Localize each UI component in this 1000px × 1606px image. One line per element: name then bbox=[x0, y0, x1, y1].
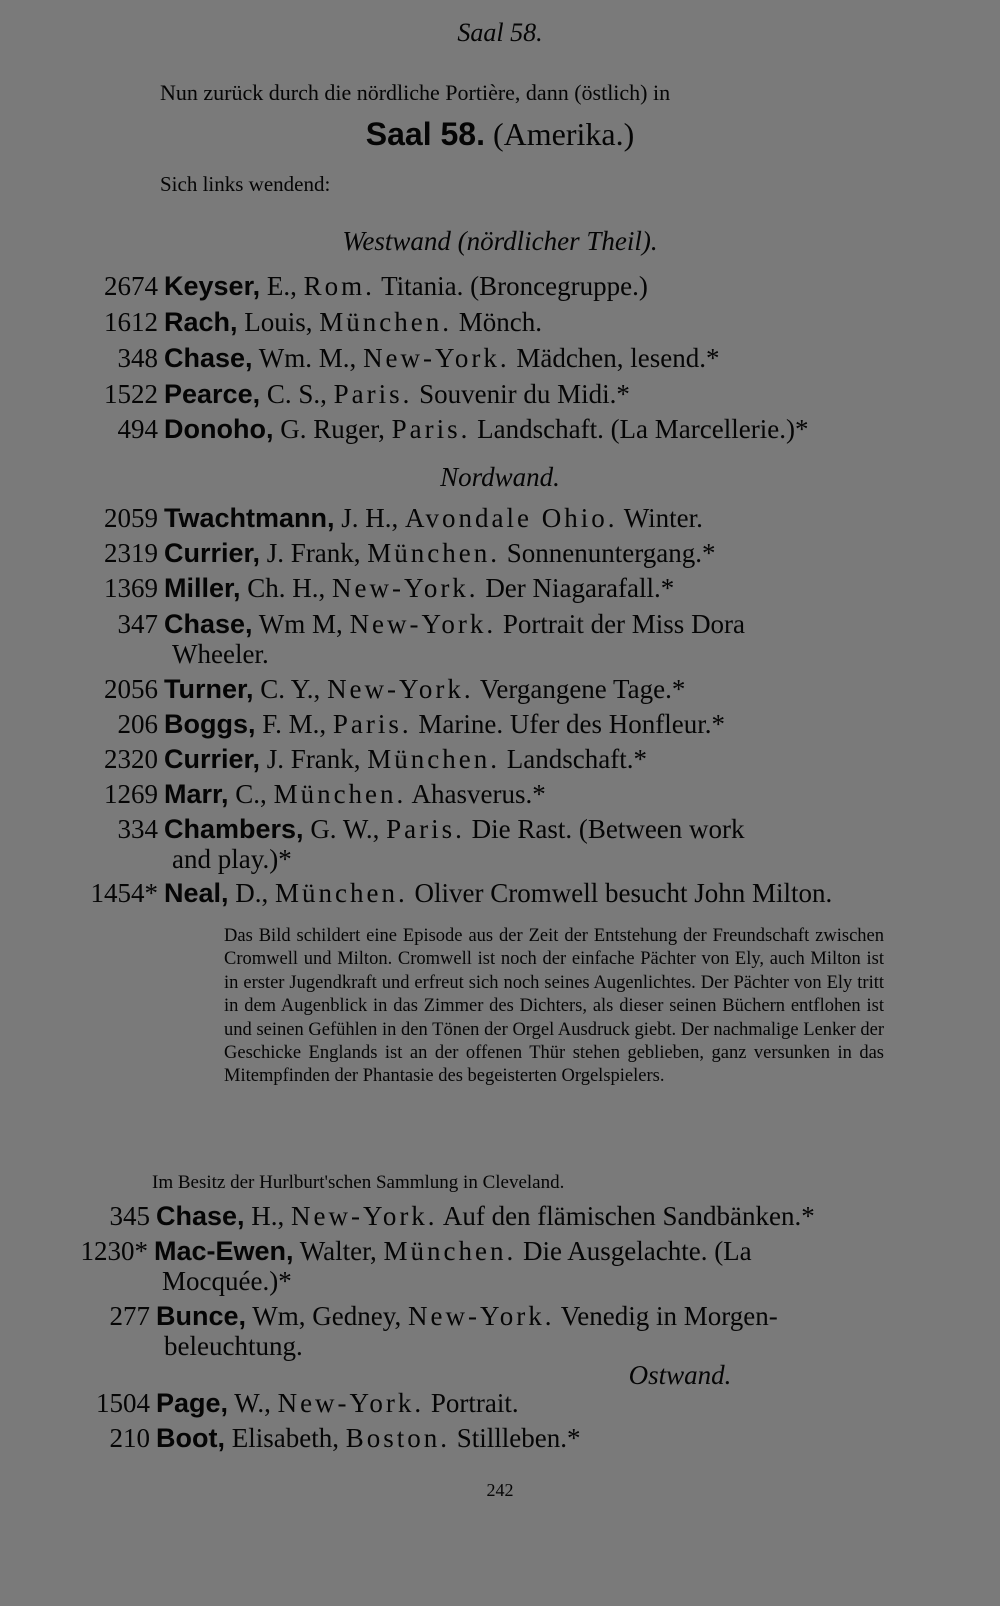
entry-name: Chambers, bbox=[164, 814, 304, 844]
catalog-entry bbox=[82, 378, 892, 410]
entry-num: 206 bbox=[117, 709, 158, 739]
entry-num: 347 bbox=[117, 609, 158, 639]
intro-text: Nun zurück durch die nördliche Portière, dann (östlich) in bbox=[160, 80, 671, 105]
entry-place: München. bbox=[383, 1236, 517, 1266]
catalog-entry bbox=[82, 342, 892, 374]
catalog-entry bbox=[82, 778, 892, 810]
entry-rest1: J. Frank, bbox=[260, 744, 368, 774]
catalog-entry bbox=[74, 1300, 884, 1362]
entry-name: Twachtmann, bbox=[164, 503, 335, 533]
entry-name: Rach, bbox=[164, 307, 238, 337]
entry-num: 2674 bbox=[104, 271, 158, 301]
entry-rest1: C. S., bbox=[260, 379, 334, 409]
entry-rest1: G. W., bbox=[303, 814, 387, 844]
entry-name: Neal, bbox=[164, 878, 229, 908]
entry-rest1: Walter, bbox=[293, 1236, 384, 1266]
entry-continuation: and play.)* bbox=[172, 844, 292, 874]
entry-rest2: Landschaft. (La Marcellerie.)* bbox=[470, 414, 809, 444]
entry-rest1: H., bbox=[244, 1201, 292, 1231]
entry-rest1: Elisabeth, bbox=[224, 1423, 346, 1453]
entry-rest2: Oliver Cromwell besucht John Milton. bbox=[407, 878, 833, 908]
entry-rest2: Die Rast. (Between work bbox=[464, 814, 745, 844]
catalog-entry bbox=[82, 673, 892, 705]
ownership-note: Im Besitz der Hurlburt'schen Sammlung in Cleveland. bbox=[152, 1172, 565, 1193]
entry-rest2: Portrait der Miss Dora bbox=[496, 609, 746, 639]
entry-place: New-York. bbox=[332, 573, 479, 603]
entry-rest1: C., bbox=[228, 779, 274, 809]
entry-rest1: C. Y., bbox=[253, 674, 328, 704]
entry-rest1: W., bbox=[228, 1388, 278, 1418]
entry-num: 277 bbox=[109, 1301, 150, 1331]
entry-rest2: Der Niagarafall.* bbox=[478, 573, 675, 603]
entry-rest1: Ch. H., bbox=[240, 573, 333, 603]
entry-name: Boggs, bbox=[164, 709, 256, 739]
entry-name: Currier, bbox=[164, 744, 261, 774]
entry-name: Currier, bbox=[164, 538, 261, 568]
entry-place: New-York. bbox=[349, 609, 497, 639]
entry-num: 334 bbox=[117, 814, 158, 844]
entry-place: Paris. bbox=[391, 414, 471, 444]
catalog-entry bbox=[82, 270, 892, 302]
entry-rest2: Stillleben.* bbox=[450, 1423, 581, 1453]
entry-rest2: Die Ausgelachte. (La bbox=[516, 1236, 752, 1266]
catalog-entry bbox=[82, 502, 892, 534]
entry-place: München. bbox=[319, 307, 453, 337]
entry-place: München. bbox=[367, 538, 501, 568]
entry-num: 2319 bbox=[104, 538, 158, 568]
entry-rest1: Louis, bbox=[237, 307, 320, 337]
catalog-entry bbox=[82, 743, 892, 775]
painting-description: Das Bild schildert eine Episode aus der Zeit der Entstehung der Freundschaft zwischen Cromwell und Milton. Cromwell ist noch der einfache Pächter von Ely, auch Milton ist in erster Jugendkraft und erfreut sich noch seines Augenlichtes. Der Pächter von Ely tritt in dem Augenblick in das Zimmer des Dichters, als dieser seinen Büchern entflohen ist und seinen Gefühlen in den Tönen der Orgel Ausdruck giebt. Der nachmalige Lenker der Geschicke Englands ist an der offenen Thür stehen geblieben, ganz versunken in das Mitempfinden der Phantasie des begeisterten Orgelspielers. bbox=[224, 926, 884, 1087]
entry-rest2: Vergangene Tage.* bbox=[473, 674, 686, 704]
entry-rest2: Souvenir du Midi.* bbox=[412, 379, 630, 409]
entry-rest1: E., bbox=[260, 271, 304, 301]
catalog-entry bbox=[74, 1200, 884, 1232]
section-nordwand: Nordwand. bbox=[440, 462, 560, 492]
entry-place: München. bbox=[273, 779, 407, 809]
catalog-entry bbox=[74, 1387, 884, 1419]
entry-name: Donoho, bbox=[164, 414, 274, 444]
entry-name: Page, bbox=[156, 1388, 229, 1418]
entry-name: Mac-Ewen, bbox=[154, 1236, 294, 1266]
entry-continuation: Mocquée.)* bbox=[162, 1266, 292, 1296]
entry-name: Chase, bbox=[156, 1201, 245, 1231]
entry-rest2: Winter. bbox=[617, 503, 703, 533]
catalog-entry bbox=[82, 306, 892, 338]
entry-place: Paris. bbox=[386, 814, 465, 844]
entry-num: 345 bbox=[109, 1201, 150, 1231]
entry-num: 2320 bbox=[104, 744, 158, 774]
entry-name: Marr, bbox=[164, 779, 229, 809]
entry-num: 1454* bbox=[90, 878, 158, 908]
section-ostwand: Ostwand. bbox=[628, 1360, 732, 1390]
catalog-entry bbox=[72, 1235, 882, 1297]
entry-place: Boston. bbox=[345, 1423, 450, 1453]
entry-num: 494 bbox=[117, 414, 158, 444]
entry-num: 210 bbox=[109, 1423, 150, 1453]
entry-rest1: J. H., bbox=[334, 503, 406, 533]
page-header: Saal 58. bbox=[457, 18, 543, 47]
entry-rest1: Wm. M., bbox=[252, 343, 364, 373]
entry-rest1: G. Ruger, bbox=[273, 414, 392, 444]
catalog-entry bbox=[82, 537, 892, 569]
entry-place: New-York. bbox=[327, 674, 474, 704]
entry-rest2: Portrait. bbox=[424, 1388, 519, 1418]
entry-place: New-York. bbox=[363, 343, 510, 373]
entry-num: 1612 bbox=[104, 307, 158, 337]
entry-place: New-York. bbox=[291, 1201, 438, 1231]
entry-rest2: Mädchen, lesend.* bbox=[509, 343, 720, 373]
entry-name: Miller, bbox=[164, 573, 241, 603]
entry-continuation: Wheeler. bbox=[172, 639, 269, 669]
room-title-bold: Saal 58. bbox=[365, 116, 485, 152]
entry-name: Boot, bbox=[156, 1423, 225, 1453]
entry-place: München. bbox=[367, 744, 501, 774]
entry-num: 1522 bbox=[104, 379, 158, 409]
entry-rest1: J. Frank, bbox=[260, 538, 368, 568]
entry-rest2: Sonnenuntergang.* bbox=[500, 538, 716, 568]
catalog-entry bbox=[82, 877, 892, 909]
entry-name: Turner, bbox=[164, 674, 254, 704]
entry-rest1: F. M., bbox=[255, 709, 333, 739]
entry-rest1: Wm, Gedney, bbox=[246, 1301, 408, 1331]
entry-rest2: Mönch. bbox=[452, 307, 543, 337]
entry-continuation: beleuchtung. bbox=[164, 1331, 303, 1361]
entry-rest2: Auf den flämischen Sandbänken.* bbox=[437, 1201, 815, 1231]
catalog-entry bbox=[82, 413, 892, 445]
entry-place: New-York. bbox=[408, 1301, 555, 1331]
entry-rest2: Ahasverus.* bbox=[406, 779, 546, 809]
entry-place: Paris. bbox=[333, 379, 413, 409]
catalog-entry bbox=[74, 1422, 884, 1454]
entry-num: 1504 bbox=[96, 1388, 150, 1418]
entry-num: 1269 bbox=[104, 779, 158, 809]
entry-rest1: D., bbox=[228, 878, 276, 908]
direction-note: Sich links wendend: bbox=[160, 172, 331, 196]
entry-num: 1369 bbox=[104, 573, 158, 603]
entry-name: Pearce, bbox=[164, 379, 261, 409]
entry-num: 348 bbox=[117, 343, 158, 373]
entry-place: New-York. bbox=[277, 1388, 425, 1418]
catalog-entry bbox=[82, 813, 892, 875]
room-title bbox=[0, 116, 1000, 153]
entry-rest2: Landschaft.* bbox=[500, 744, 647, 774]
entry-name: Chase, bbox=[164, 343, 253, 373]
room-title-rest: (Amerika.) bbox=[492, 116, 635, 152]
entry-rest1: Wm M, bbox=[252, 609, 350, 639]
page-number: 242 bbox=[486, 1480, 514, 1500]
entry-place: Avondale Ohio. bbox=[405, 503, 618, 533]
entry-name: Bunce, bbox=[156, 1301, 247, 1331]
entry-rest2: Marine. Ufer des Honfleur.* bbox=[411, 709, 726, 739]
entry-rest2: Titania. (Broncegruppe.) bbox=[374, 271, 648, 301]
section-westwand: Westwand (nördlicher Theil). bbox=[342, 226, 658, 256]
entry-num: 2056 bbox=[104, 674, 158, 704]
entry-num: 2059 bbox=[104, 503, 158, 533]
entry-num: 1230* bbox=[80, 1236, 148, 1266]
entry-place: Rom. bbox=[303, 271, 375, 301]
entry-name: Keyser, bbox=[164, 271, 261, 301]
entry-place: München. bbox=[275, 878, 408, 908]
catalog-entry bbox=[82, 572, 892, 604]
entry-place: Paris. bbox=[332, 709, 412, 739]
catalog-entry bbox=[82, 608, 892, 670]
entry-name: Chase, bbox=[164, 609, 253, 639]
entry-rest2: Venedig in Morgen- bbox=[554, 1301, 778, 1331]
catalog-entry bbox=[82, 708, 892, 740]
